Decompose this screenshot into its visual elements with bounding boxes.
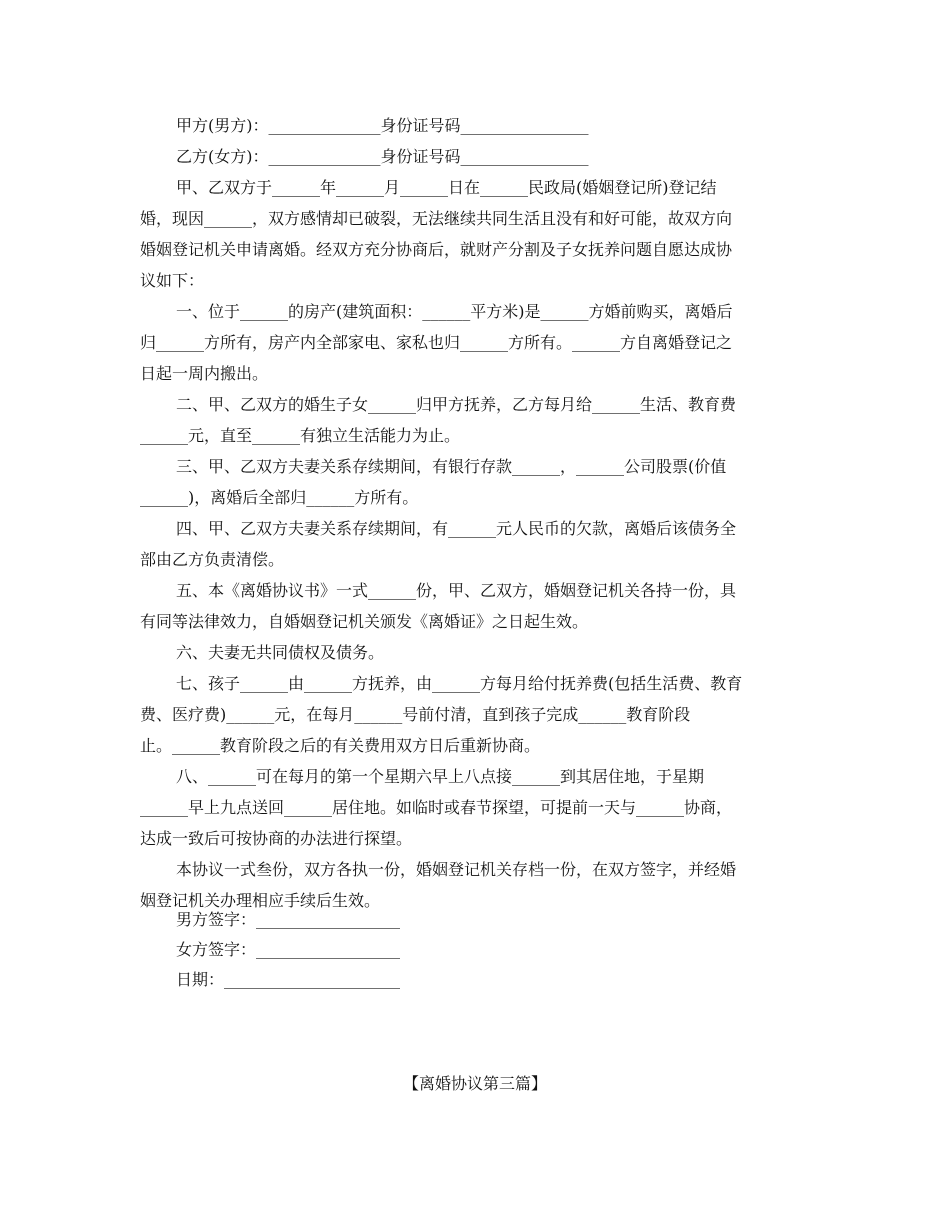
party-a-line: 甲方(男方)：______________身份证号码________________ (176, 116, 589, 135)
preamble-line-1: 甲、乙双方于______年______月______日在______民政局(婚姻登记所)登记结 (176, 178, 717, 197)
clause-1-line-3: 日起一周内搬出。 (140, 364, 269, 383)
clause-8-line-1: 八、______可在每月的第一个星期六早上八点接______到其居住地，于星期 (176, 767, 705, 786)
date-line: 日期：______________________ (176, 970, 401, 989)
closing-line-1: 本协议一式叁份，双方各执一份，婚姻登记机关存档一份，在双方签字，并经婚 (176, 860, 737, 879)
preamble-line-3: 婚姻登记机关申请离婚。经双方充分协商后，就财产分割及子女抚养问题自愿达成协 (140, 240, 733, 259)
male-signature-line: 男方签字：__________________ (176, 910, 401, 929)
clause-1-line-2: 归______方所有，房产内全部家电、家私也归______方所有。______方自离婚登记之 (140, 333, 733, 352)
female-signature-line: 女方签字：__________________ (176, 940, 401, 959)
clause-5-line-1: 五、本《离婚协议书》一式______份，甲、乙双方，婚姻登记机关各持一份，具 (176, 581, 737, 600)
clause-2-line-2: ______元，直至______有独立生活能力为止。 (140, 426, 461, 445)
clause-7-line-3: 止。______教育阶段之后的有关费用双方日后重新协商。 (140, 736, 541, 755)
clause-8-line-2: ______早上九点送回______居住地。如临时或春节探望，可提前一天与______协商， (140, 798, 733, 817)
clause-2-line-1: 二、甲、乙双方的婚生子女______归甲方抚养，乙方每月给______生活、教育费 (176, 395, 737, 414)
clause-7-line-1: 七、孩子______由______方抚养，由______方每月给付抚养费(包括生活费、教育 (176, 674, 743, 693)
clause-8-line-3: 达成一致后可按协商的办法进行探望。 (140, 829, 413, 848)
clause-1-line-1: 一、位于______的房产(建筑面积：______平方米)是______方婚前购买，离婚后 (176, 302, 733, 321)
party-b-line: 乙方(女方)：______________身份证号码________________ (176, 147, 589, 166)
preamble-line-2: 婚，现因______，双方感情却已破裂，无法继续共同生活且没有和好可能，故双方向 (140, 209, 733, 228)
section-title: 【离婚协议第三篇】 (402, 1074, 547, 1093)
clause-4-line-2: 部由乙方负责清偿。 (140, 550, 285, 569)
clause-3-line-2: ______)，离婚后全部归______方所有。 (140, 488, 419, 507)
clause-3-line-1: 三、甲、乙双方夫妻关系存续期间，有银行存款______，______公司股票(价值 (176, 457, 727, 476)
closing-line-2: 姻登记机关办理相应手续后生效。 (140, 891, 381, 910)
clause-7-line-2: 费、医疗费)______元，在每月______号前付清，直到孩子完成______教育阶段 (140, 705, 691, 724)
clause-6-line-1: 六、夫妻无共同债权及债务。 (176, 643, 385, 662)
clause-4-line-1: 四、甲、乙双方夫妻关系存续期间，有______元人民币的欠款，离婚后该债务全 (176, 519, 737, 538)
preamble-line-4: 议如下： (140, 271, 205, 290)
clause-5-line-2: 有同等法律效力，自婚姻登记机关颁发《离婚证》之日起生效。 (140, 612, 589, 631)
